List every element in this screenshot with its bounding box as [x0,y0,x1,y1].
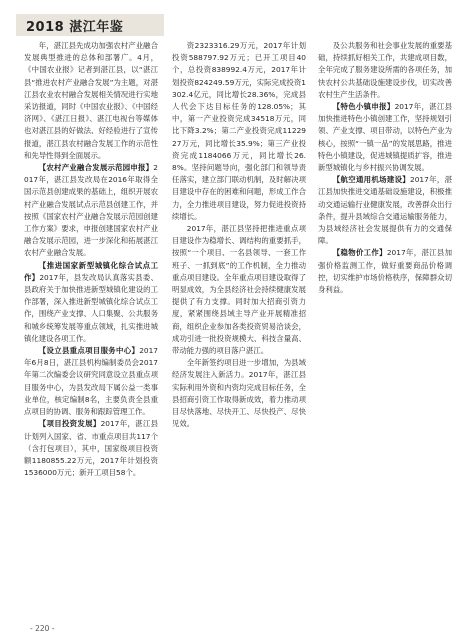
paragraph-text: 2017年，湛江县计划列入国家、省、市重点项目共117个（含打包项目），其中，国家级项目投资额1180855.22万元，2017年计划投资1536000万元；新开工项目58个。 [24,419,158,478]
section-heading: 【农村产业融合发展示范园申报】 [38,163,154,173]
paragraph [24,345,158,418]
paragraph-text: 2017年，湛江县加强价格监测工作，做好重要商品价格调控，切实维护市场价格秩序，保障群众切身利益。 [318,248,452,295]
paragraph-text: 2017年，县发改局认真落实县委、县政府关于加快推进新型城镇化建设的工作部署，深入推进新型城镇化综合试点工作，围绕产业支撑、人口集聚、公共服务和城乡统筹发展等重点领域，扎实推进城镇化建设各项工作。 [24,272,158,343]
paragraph-text: 年，湛江县先成功加强农村产业融合发展典型推进的总体和部署广。4月，《中国农业报》记者到湛江县，以“湛江县“推进农村产业融合发展”为主题，对湛江县农业农村融合发展相关情况进行实地采访报道，同时《中国农业报》、《中国经济网》、《湛江日报》、湛江电视台等媒体也对湛江县的好做法、好经验进行了宣传报道，湛江县农村融合发展工作的示范性和先导性得到全面展示。 [24,41,158,160]
paragraph [24,418,158,479]
section-heading: 【航空通用机场建设】 [332,175,411,185]
paragraph [24,162,158,260]
paragraph-text: 2017年6月8日，湛江县机构编制委员会2017年第二次编委会议研究同意设立县重点项目服务中心，为县发改局下属公益一类事业单位，核定编制8名，主要负责全县重点项目的协调、服务和跟踪管理工作。 [24,346,158,417]
paragraph [318,247,452,296]
paragraph-text: 全年新签约项目进一步增加，为县域经济发展注入新活力。2017年，湛江县实际利用外资和内资均完成目标任务，全县招商引资工作取得新成效，着力推动项目尽快落地、尽快开工、尽快投产、尽快见效。 [172,358,306,429]
paragraph-text: 2017年，湛江县加快推进特色小镇创建工作，坚持规划引领、产业支撑、项目带动，以特色产业为核心，按照“一镇一品”的发展思路，推进特色小镇建设，促进城镇提质扩容，推进新型城镇化与乡村振兴协调发展。 [318,102,452,173]
section-heading: 【设立县重点项目服务中心】 [38,346,140,356]
text-column-1 [24,40,158,620]
paragraph [172,223,306,357]
section-heading: 【稳物价工作】 [332,248,387,258]
paragraph [318,101,452,174]
paragraph [172,40,306,223]
paragraph [318,40,452,101]
paragraph [172,357,306,430]
section-heading: 【项目投资发展】 [38,419,101,429]
section-heading: 【推进国家新型城镇化综合试点工作】 [24,260,158,282]
paragraph-text: 资2323316.29万元，2017年计划投资588797.92万元；已开工项目40个，总投资838992.4万元，2017年计划投资824249.59万元，实际完成投资1302.4亿元，同比增长28.36%，完成县人代会下达目标任务的128.05%；其中，第一产业投资完成34518万元，同比下降3.2%；第二产业投资完成1122927万元，同比增长35.9%；第三产业投资完成1184066万元，同比增长26.8%。坚持问题导向，强化部门和领导责任落实，建立部门联动机制，及时解决项目建设中存在的困难和问题，形成工作合力，全力推进项目建设，努力促进投资持续增长。 [172,41,306,221]
section-heading: 【特色小镇申报】 [332,102,395,112]
paragraph-text: 2017年，湛江县坚持把推进重点项目建设作为稳增长、调结构的重要抓手，按照“一个项目、一名县领导、一套工作班子、一抓到底”的工作机制，全力推动重点项目建设。全年重点项目建设取得了明显成效，为全县经济社会持续健康发展提供了有力支撑。同时加大招商引资力度，紧紧围绕县域主导产业开展精准招商，组织企业参加各类投资贸易洽谈会，成功引进一批投资规模大、科技含量高、带动能力强的项目落户湛江。 [172,224,306,356]
page-number: - 220 - [30,624,55,633]
text-column-3 [318,40,452,620]
paragraph-text: 2017年，湛江县发改局在2016年取得全国示范县创建成果的基础上，组织开展农村产业融合发展试点示范县创建工作，并按照《国家农村产业融合发展示范园创建工作方案》要求，申报创建国家农村产业融合发展示范园，进一步深化和拓展湛江农村产业融合发展。 [24,163,158,258]
paragraph [24,260,158,345]
paragraph-text: 及公共服务和社会事业发展的重要基础，持续抓好相关工作，共建成项目数，全年完成了服务建设所需的各项任务，加快农村公共基础设施建设步伐，切实改善农村生产生活条件。 [318,41,452,99]
page-title: 2018 湛江年鉴 [26,20,124,35]
paragraph-text: 2017年，湛江县加快推进交通基础设施建设，积极推动交通运输行业健康发展，改善群众出行条件，提升县域综合交通运输服务能力，为县域经济社会发展提供有力的交通保障。 [318,175,452,246]
text-column-2 [172,40,306,620]
paragraph [24,40,158,162]
paragraph [318,174,452,247]
